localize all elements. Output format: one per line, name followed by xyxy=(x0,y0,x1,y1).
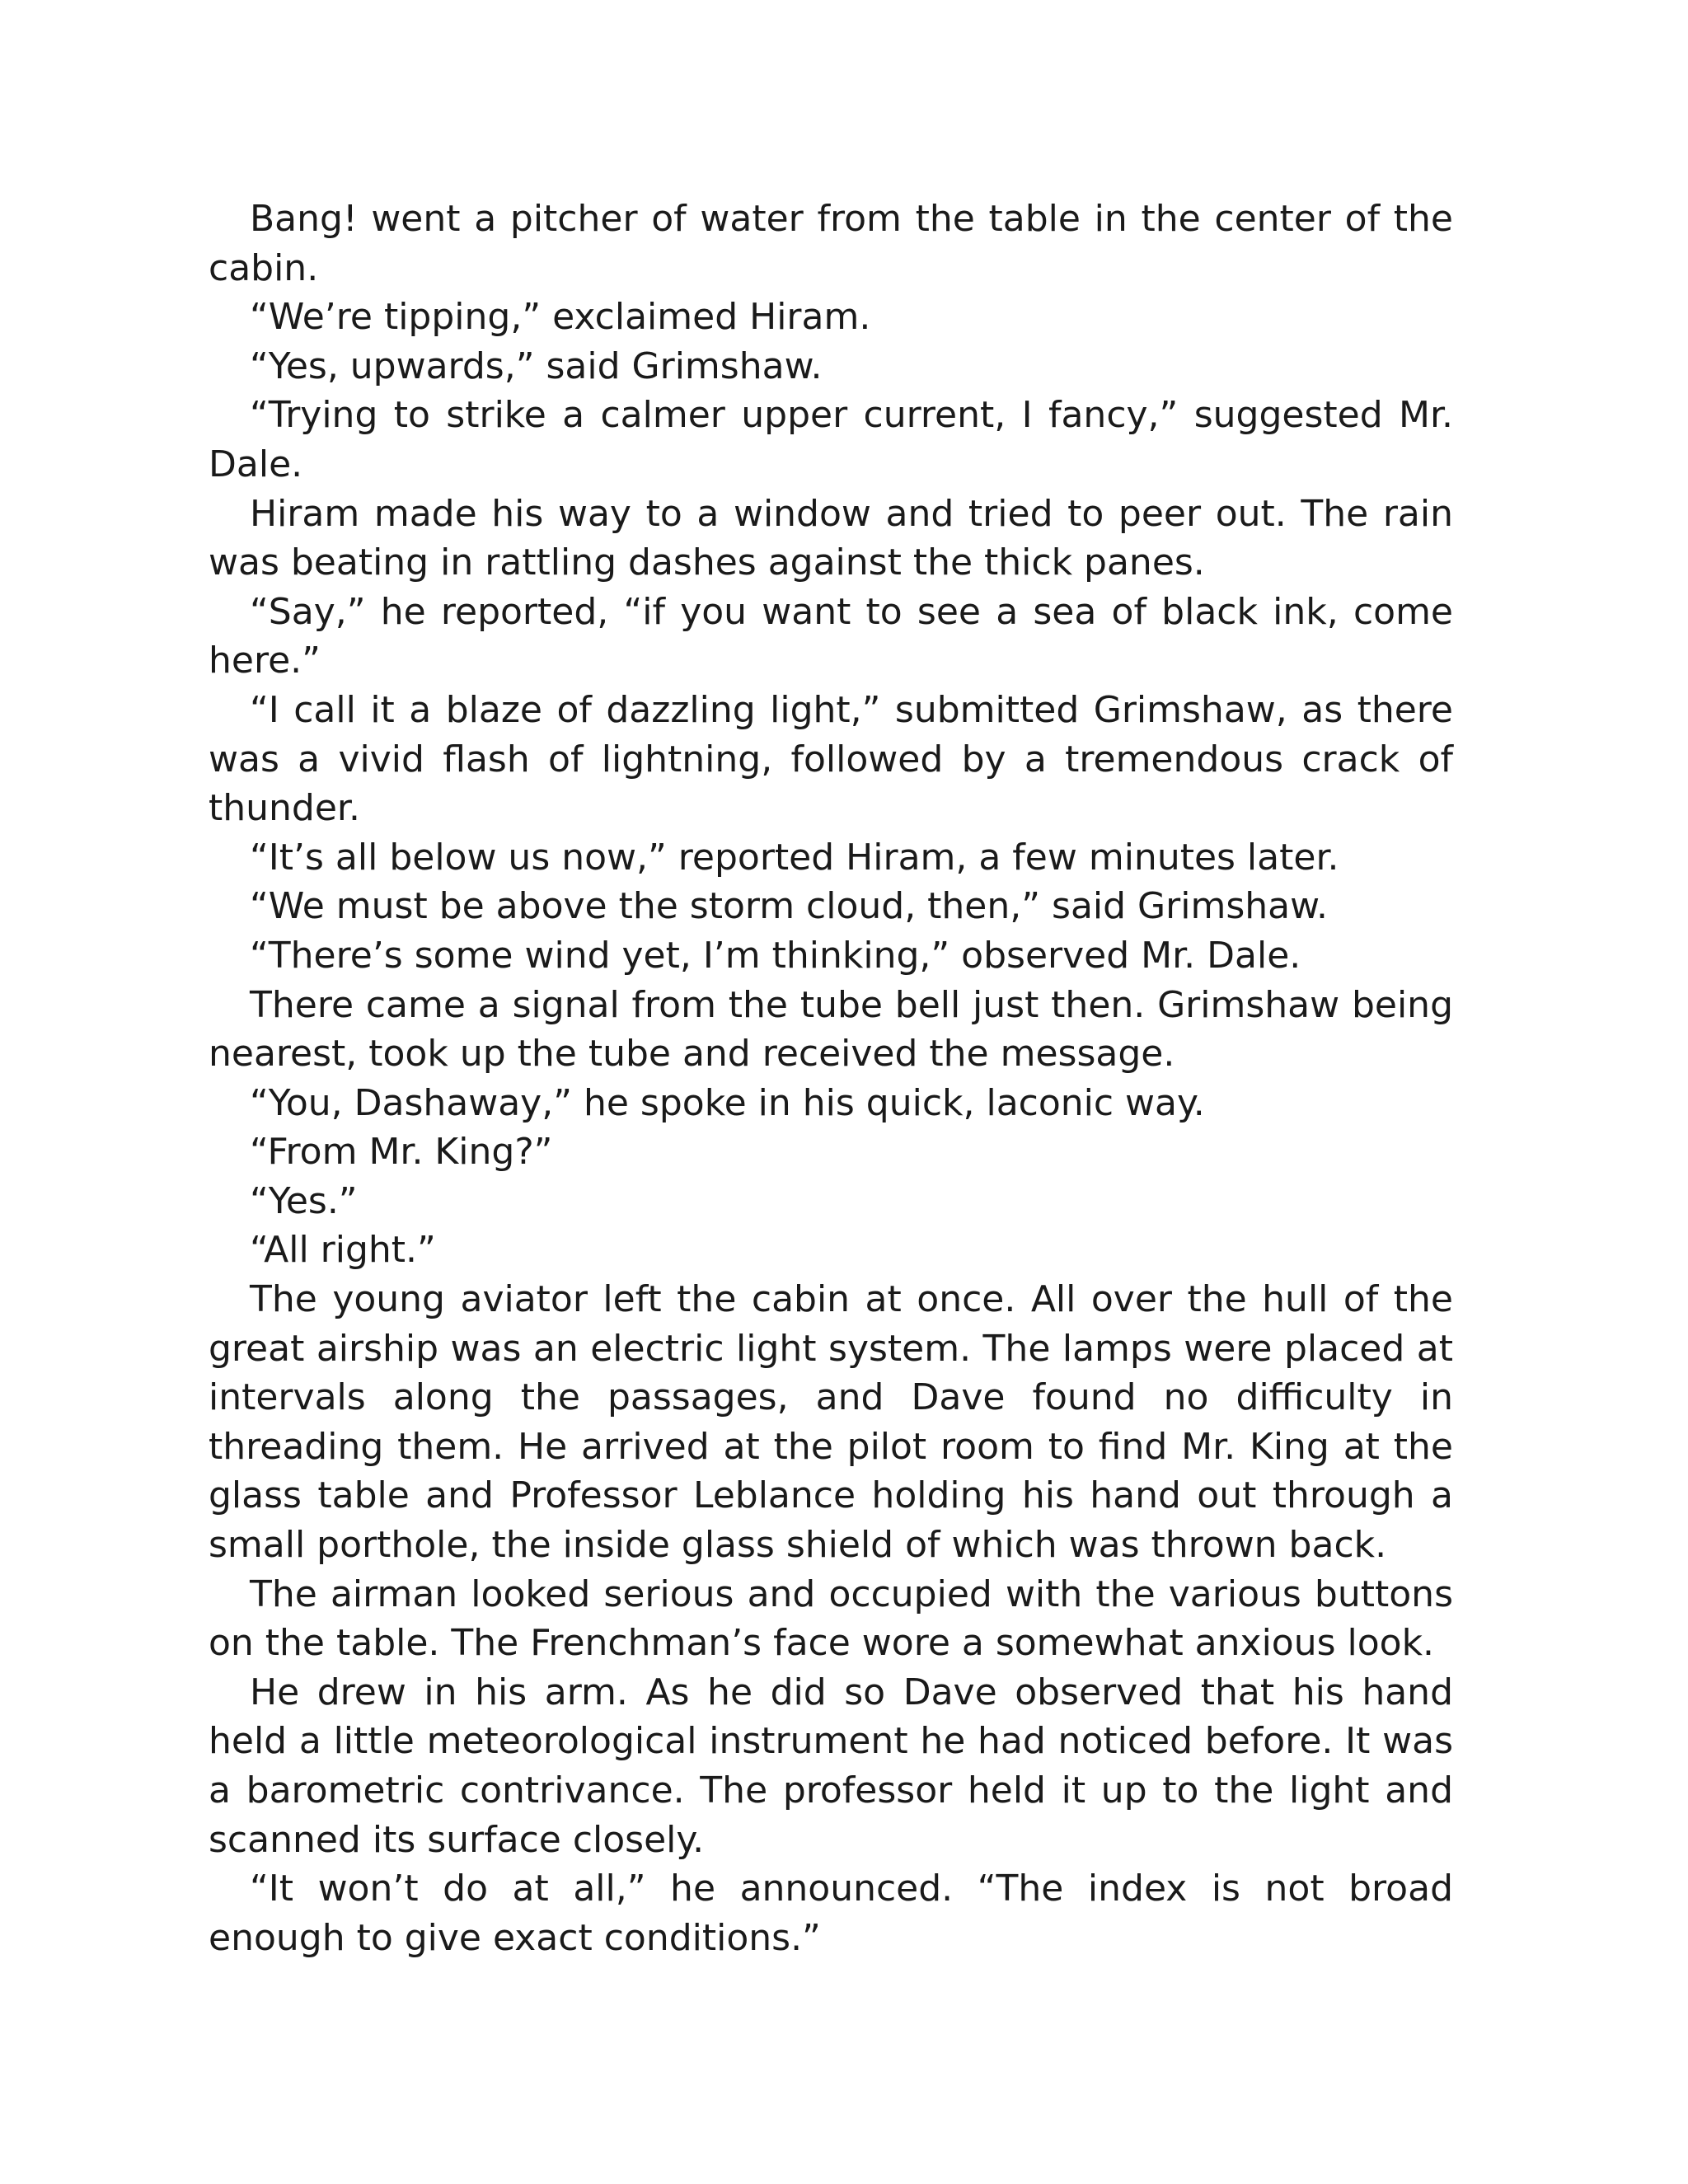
paragraph: Bang! went a pitcher of water from the table in the center of the cabin. xyxy=(209,198,1453,289)
paragraph: The young aviator left the cabin at once. All over the hull of the great airship was an electric light system. The lamps were placed at intervals along the passages, and Dave found no difficulty in threading them. He arrived at the pilot room to find Mr. King at the glass table and Professor Leblance holding his hand out through a small porthole, the inside glass shield of which was thrown back. xyxy=(209,1278,1453,1567)
paragraph: “Say,” he reported, “if you want to see a sea of black ink, come here.” xyxy=(209,590,1453,682)
paragraph: Hiram made his way to a window and tried to peer out. The rain was beating in rattling dashes against the thick panes. xyxy=(209,492,1453,584)
book-page-text xyxy=(209,194,1453,1962)
paragraph: “Yes.” xyxy=(250,1179,358,1222)
paragraph: “There’s some wind yet, I’m thinking,” observed Mr. Dale. xyxy=(250,934,1301,977)
paragraph: “It’s all below us now,” reported Hiram, a few minutes later. xyxy=(250,836,1339,879)
paragraph: “Trying to strike a calmer upper current, I fancy,” suggested Mr. Dale. xyxy=(209,394,1453,485)
paragraph: “You, Dashaway,” he spoke in his quick, laconic way. xyxy=(250,1081,1205,1124)
paragraph: He drew in his arm. As he did so Dave observed that his hand held a little meteorological instrument he had noticed before. It was a barometric contrivance. The professor held it up to the light and scanned its surface closely. xyxy=(209,1671,1453,1861)
paragraph: “We must be above the storm cloud, then,” said Grimshaw. xyxy=(250,885,1329,928)
paragraph: There came a signal from the tube bell just then. Grimshaw being nearest, took up the tube and received the message. xyxy=(209,983,1453,1076)
paragraph: “From Mr. King?” xyxy=(250,1131,553,1174)
paragraph: “Yes, upwards,” said Grimshaw. xyxy=(250,344,823,387)
paragraph: “We’re tipping,” exclaimed Hiram. xyxy=(250,296,871,339)
paragraph: “I call it a blaze of dazzling light,” submitted Grimshaw, as there was a vivid flash of lightning, followed by a tremendous crack of thunder. xyxy=(209,688,1453,830)
paragraph: The airman looked serious and occupied with the various buttons on the table. The Frenchman’s face wore a somewhat anxious look. xyxy=(209,1572,1453,1665)
paragraph: “It won’t do at all,” he announced. “The index is not broad enough to give exact conditions.” xyxy=(209,1868,1453,1959)
paragraph: “All right.” xyxy=(250,1229,436,1272)
